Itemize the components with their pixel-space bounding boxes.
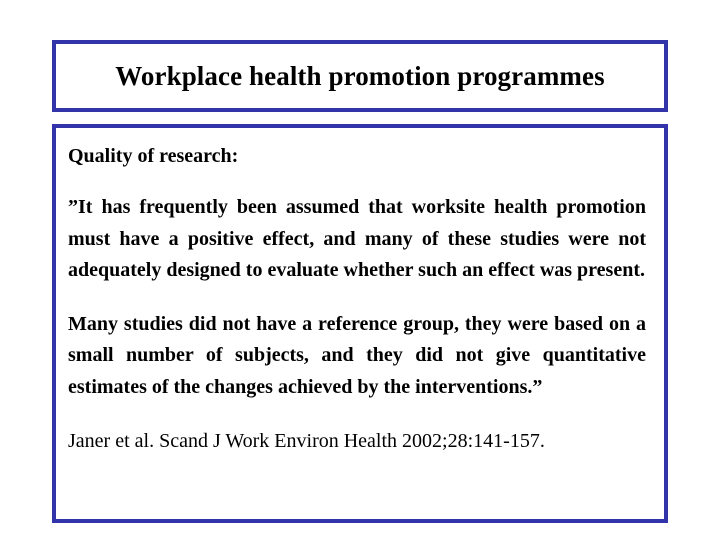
title-box [52, 40, 668, 112]
quote-paragraph-2: Many studies did not have a reference group, they were based on a small number of subjects, and they did not give quantitative estimates of the changes achieved by the interventions.” [68, 312, 646, 398]
content-box [52, 124, 668, 523]
section-heading: Quality of research: [68, 145, 239, 167]
quote-paragraph-1: ”It has frequently been assumed that worksite health promotion must have a positive effect, and many of these studies were not adequately designed to evaluate whether such an effect was present. [68, 196, 646, 281]
slide-title: Workplace health promotion programmes [115, 60, 605, 91]
citation: Janer et al. Scand J Work Environ Health 2002;28:141-157. [68, 430, 545, 452]
